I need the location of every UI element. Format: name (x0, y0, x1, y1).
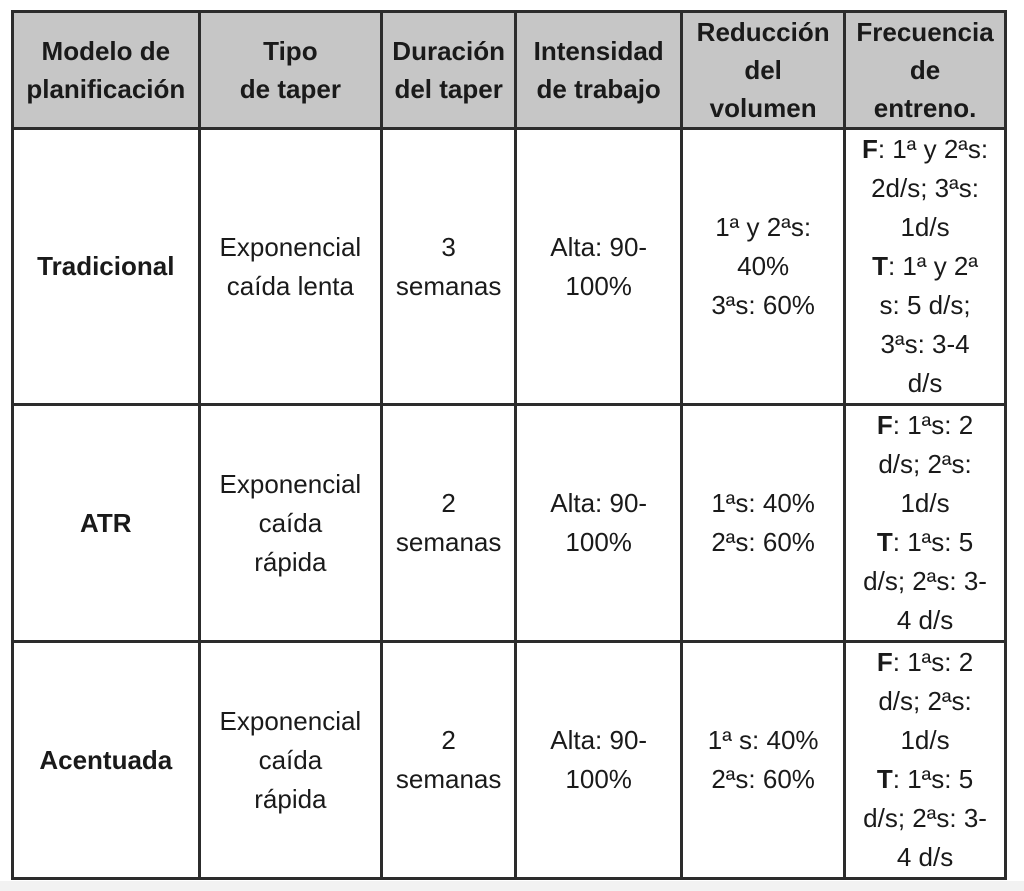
cell-training-frequency: F: 1ªs: 2 d/s; 2ªs: 1d/s T: 1ªs: 5 d/s; 2ªs: 3- 4 d/s (845, 642, 1006, 879)
header-taper-duration: Duración del taper (382, 12, 516, 129)
table-row-acentuada (13, 642, 1006, 879)
cell-intensity: Alta: 90- 100% (516, 129, 682, 405)
header-training-frequency: Frecuencia de entreno. (845, 12, 1006, 129)
cell-taper-type: Exponencial caída rápida (199, 642, 382, 879)
frequency-t-label: T (876, 527, 893, 557)
header-taper-type: Tipo de taper (199, 12, 382, 129)
cell-taper-duration: 2 semanas (382, 642, 516, 879)
cell-volume-reduction: 1ª y 2ªs: 40% 3ªs: 60% (682, 129, 845, 405)
cell-model: Acentuada (13, 642, 200, 879)
cell-taper-duration: 2 semanas (382, 405, 516, 642)
header-volume-reduction: Reducción del volumen (682, 12, 845, 129)
cell-volume-reduction: 1ªs: 40% 2ªs: 60% (682, 405, 845, 642)
header-work-intensity: Intensidad de trabajo (516, 12, 682, 129)
frequency-t-label: T (876, 764, 893, 794)
cell-model: Tradicional (13, 129, 200, 405)
table-row-atr (13, 405, 1006, 642)
frequency-f-label: F (876, 647, 893, 677)
taper-planning-table (11, 10, 1007, 880)
cell-taper-duration: 3 semanas (382, 129, 516, 405)
cell-training-frequency: F: 1ª y 2ªs: 2d/s; 3ªs: 1d/s T: 1ª y 2ª s: 5 d/s; 3ªs: 3-4 d/s (845, 129, 1006, 405)
frequency-f-label: F (861, 134, 878, 164)
header-planning-model: Modelo de planificación (13, 12, 200, 129)
cell-intensity: Alta: 90- 100% (516, 642, 682, 879)
cell-volume-reduction: 1ª s: 40% 2ªs: 60% (682, 642, 845, 879)
bottom-margin-strip (0, 881, 1024, 891)
cell-taper-type: Exponencial caída rápida (199, 405, 382, 642)
cell-taper-type: Exponencial caída lenta (199, 129, 382, 405)
header-row (13, 12, 1006, 129)
cell-training-frequency: F: 1ªs: 2 d/s; 2ªs: 1d/s T: 1ªs: 5 d/s; 2ªs: 3- 4 d/s (845, 405, 1006, 642)
frequency-f-label: F (876, 410, 893, 440)
table-row-tradicional (13, 129, 1006, 405)
cell-intensity: Alta: 90- 100% (516, 405, 682, 642)
frequency-t-label: T (872, 251, 888, 281)
cell-model: ATR (13, 405, 200, 642)
